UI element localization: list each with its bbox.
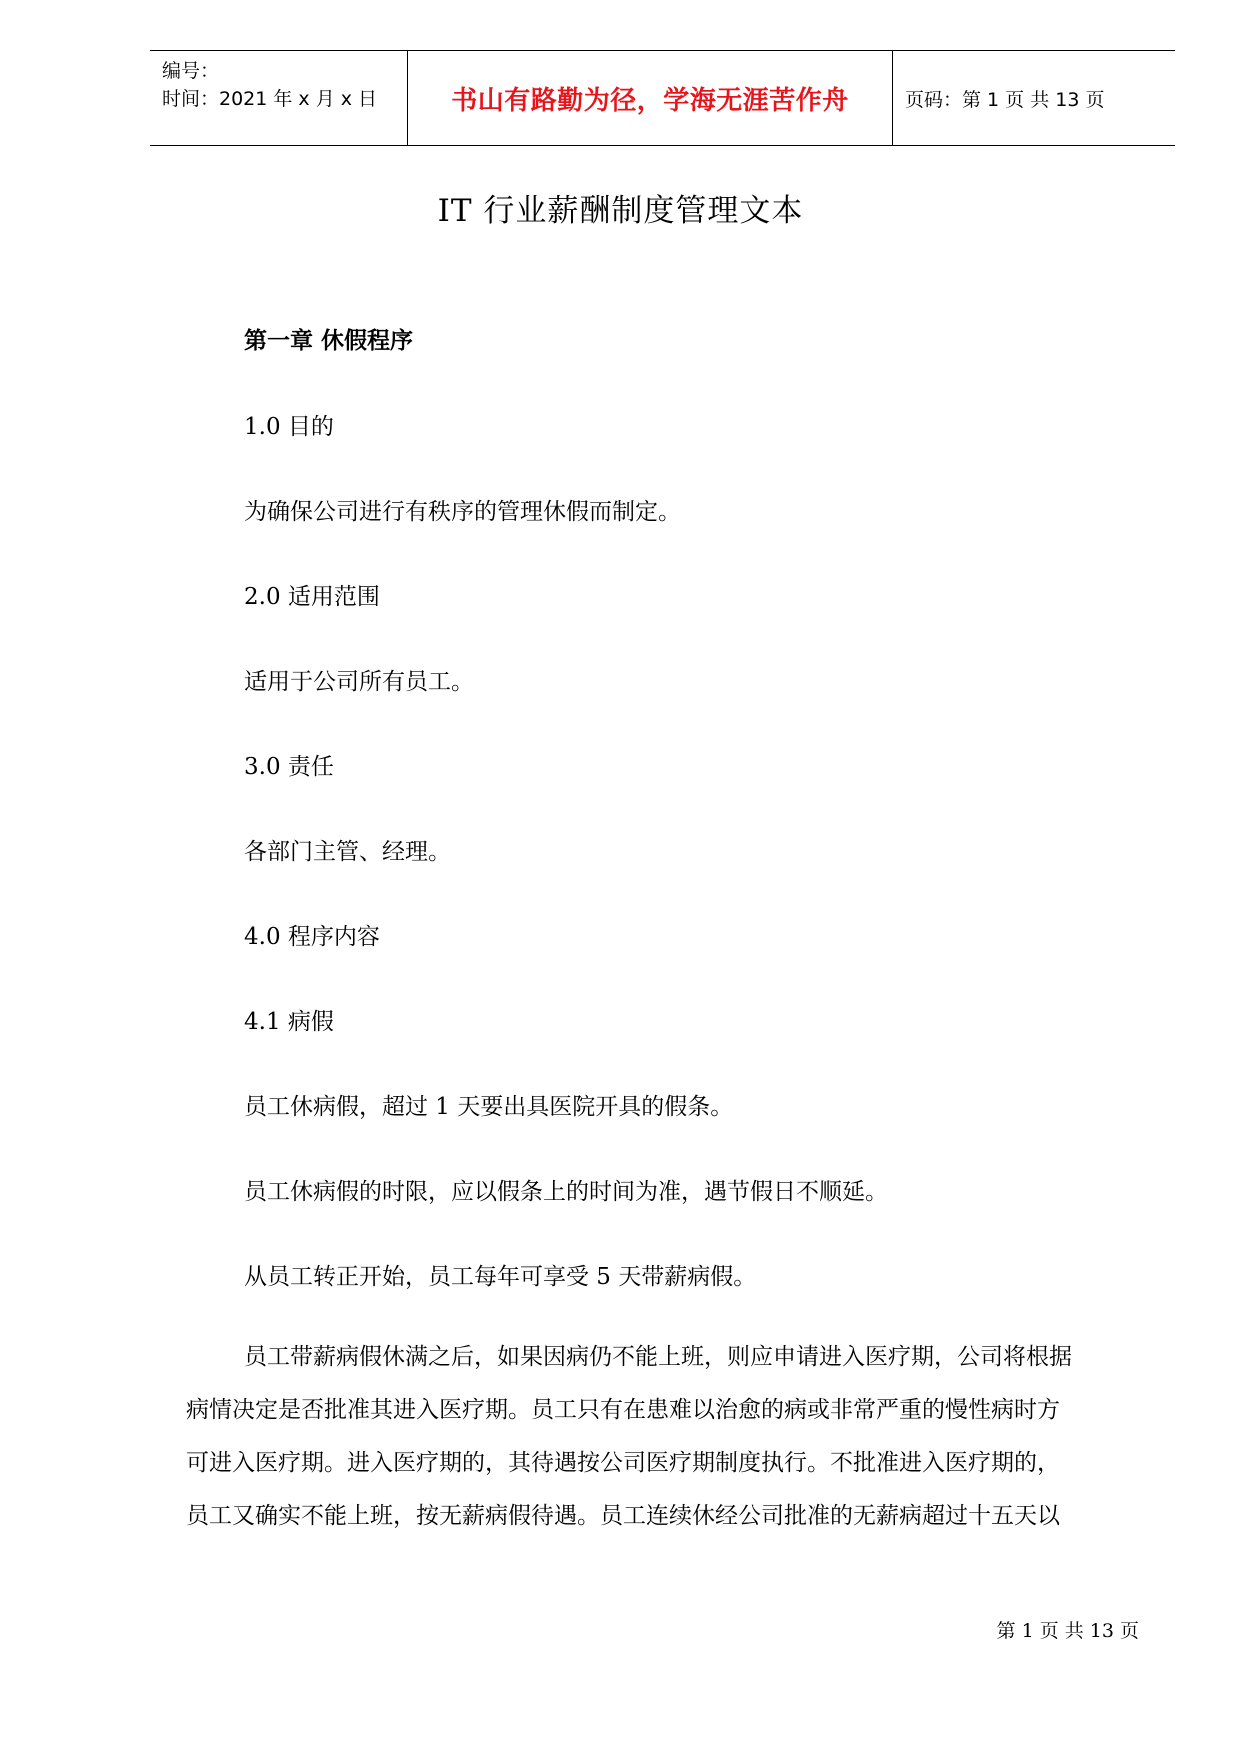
paragraph-line: 员工又确实不能上班，按无薪病假待遇。员工连续休经公司批准的无薪病超过十五天以 — [186, 1503, 1060, 1529]
section-4-1-heading: 4.1 病假 — [244, 1009, 334, 1035]
section-4-1-text-3: 从员工转正开始，员工每年可享受 5 天带薪病假。 — [244, 1264, 757, 1290]
page-footer: 第 1 页 共 13 页 — [996, 1620, 1139, 1642]
document-title: IT 行业薪酬制度管理文本 — [437, 193, 804, 229]
paragraph-line: 病情决定是否批准其进入医疗期。员工只有在患难以治愈的病或非常严重的慢性病时方 — [186, 1397, 1060, 1423]
section-1-heading: 1.0 目的 — [244, 414, 334, 440]
header-meta — [150, 51, 408, 145]
section-3-text: 各部门主管、经理。 — [244, 839, 451, 865]
document-header — [150, 50, 1175, 146]
section-4-1-text-2: 员工休病假的时限，应以假条上的时间为准，遇节假日不顺延。 — [244, 1179, 888, 1205]
section-3-heading: 3.0 责任 — [244, 754, 334, 780]
section-2-text: 适用于公司所有员工。 — [244, 669, 474, 695]
section-4-heading: 4.0 程序内容 — [244, 924, 380, 950]
paragraph-line: 员工带薪病假休满之后，如果因病仍不能上班，则应申请进入医疗期，公司将根据 — [244, 1344, 1072, 1370]
header-page-label: 页码：第 1 页 共 13 页 — [905, 88, 1105, 111]
header-motto: 书山有路勤为径，学海无涯苦作舟 — [408, 51, 893, 145]
section-2-heading: 2.0 适用范围 — [244, 584, 380, 610]
chapter-heading: 第一章 休假程序 — [244, 328, 414, 354]
header-number-label: 编号： — [162, 60, 220, 82]
section-4-1-text-1: 员工休病假，超过 1 天要出具医院开具的假条。 — [244, 1094, 734, 1120]
section-1-text: 为确保公司进行有秩序的管理休假而制定。 — [244, 499, 681, 525]
header-time-label: 时间：2021 年 x 月 x 日 — [162, 88, 378, 110]
paragraph-line: 可进入医疗期。进入医疗期的，其待遇按公司医疗期制度执行。不批准进入医疗期的， — [186, 1450, 1060, 1476]
body-paragraph — [186, 1331, 1138, 1543]
